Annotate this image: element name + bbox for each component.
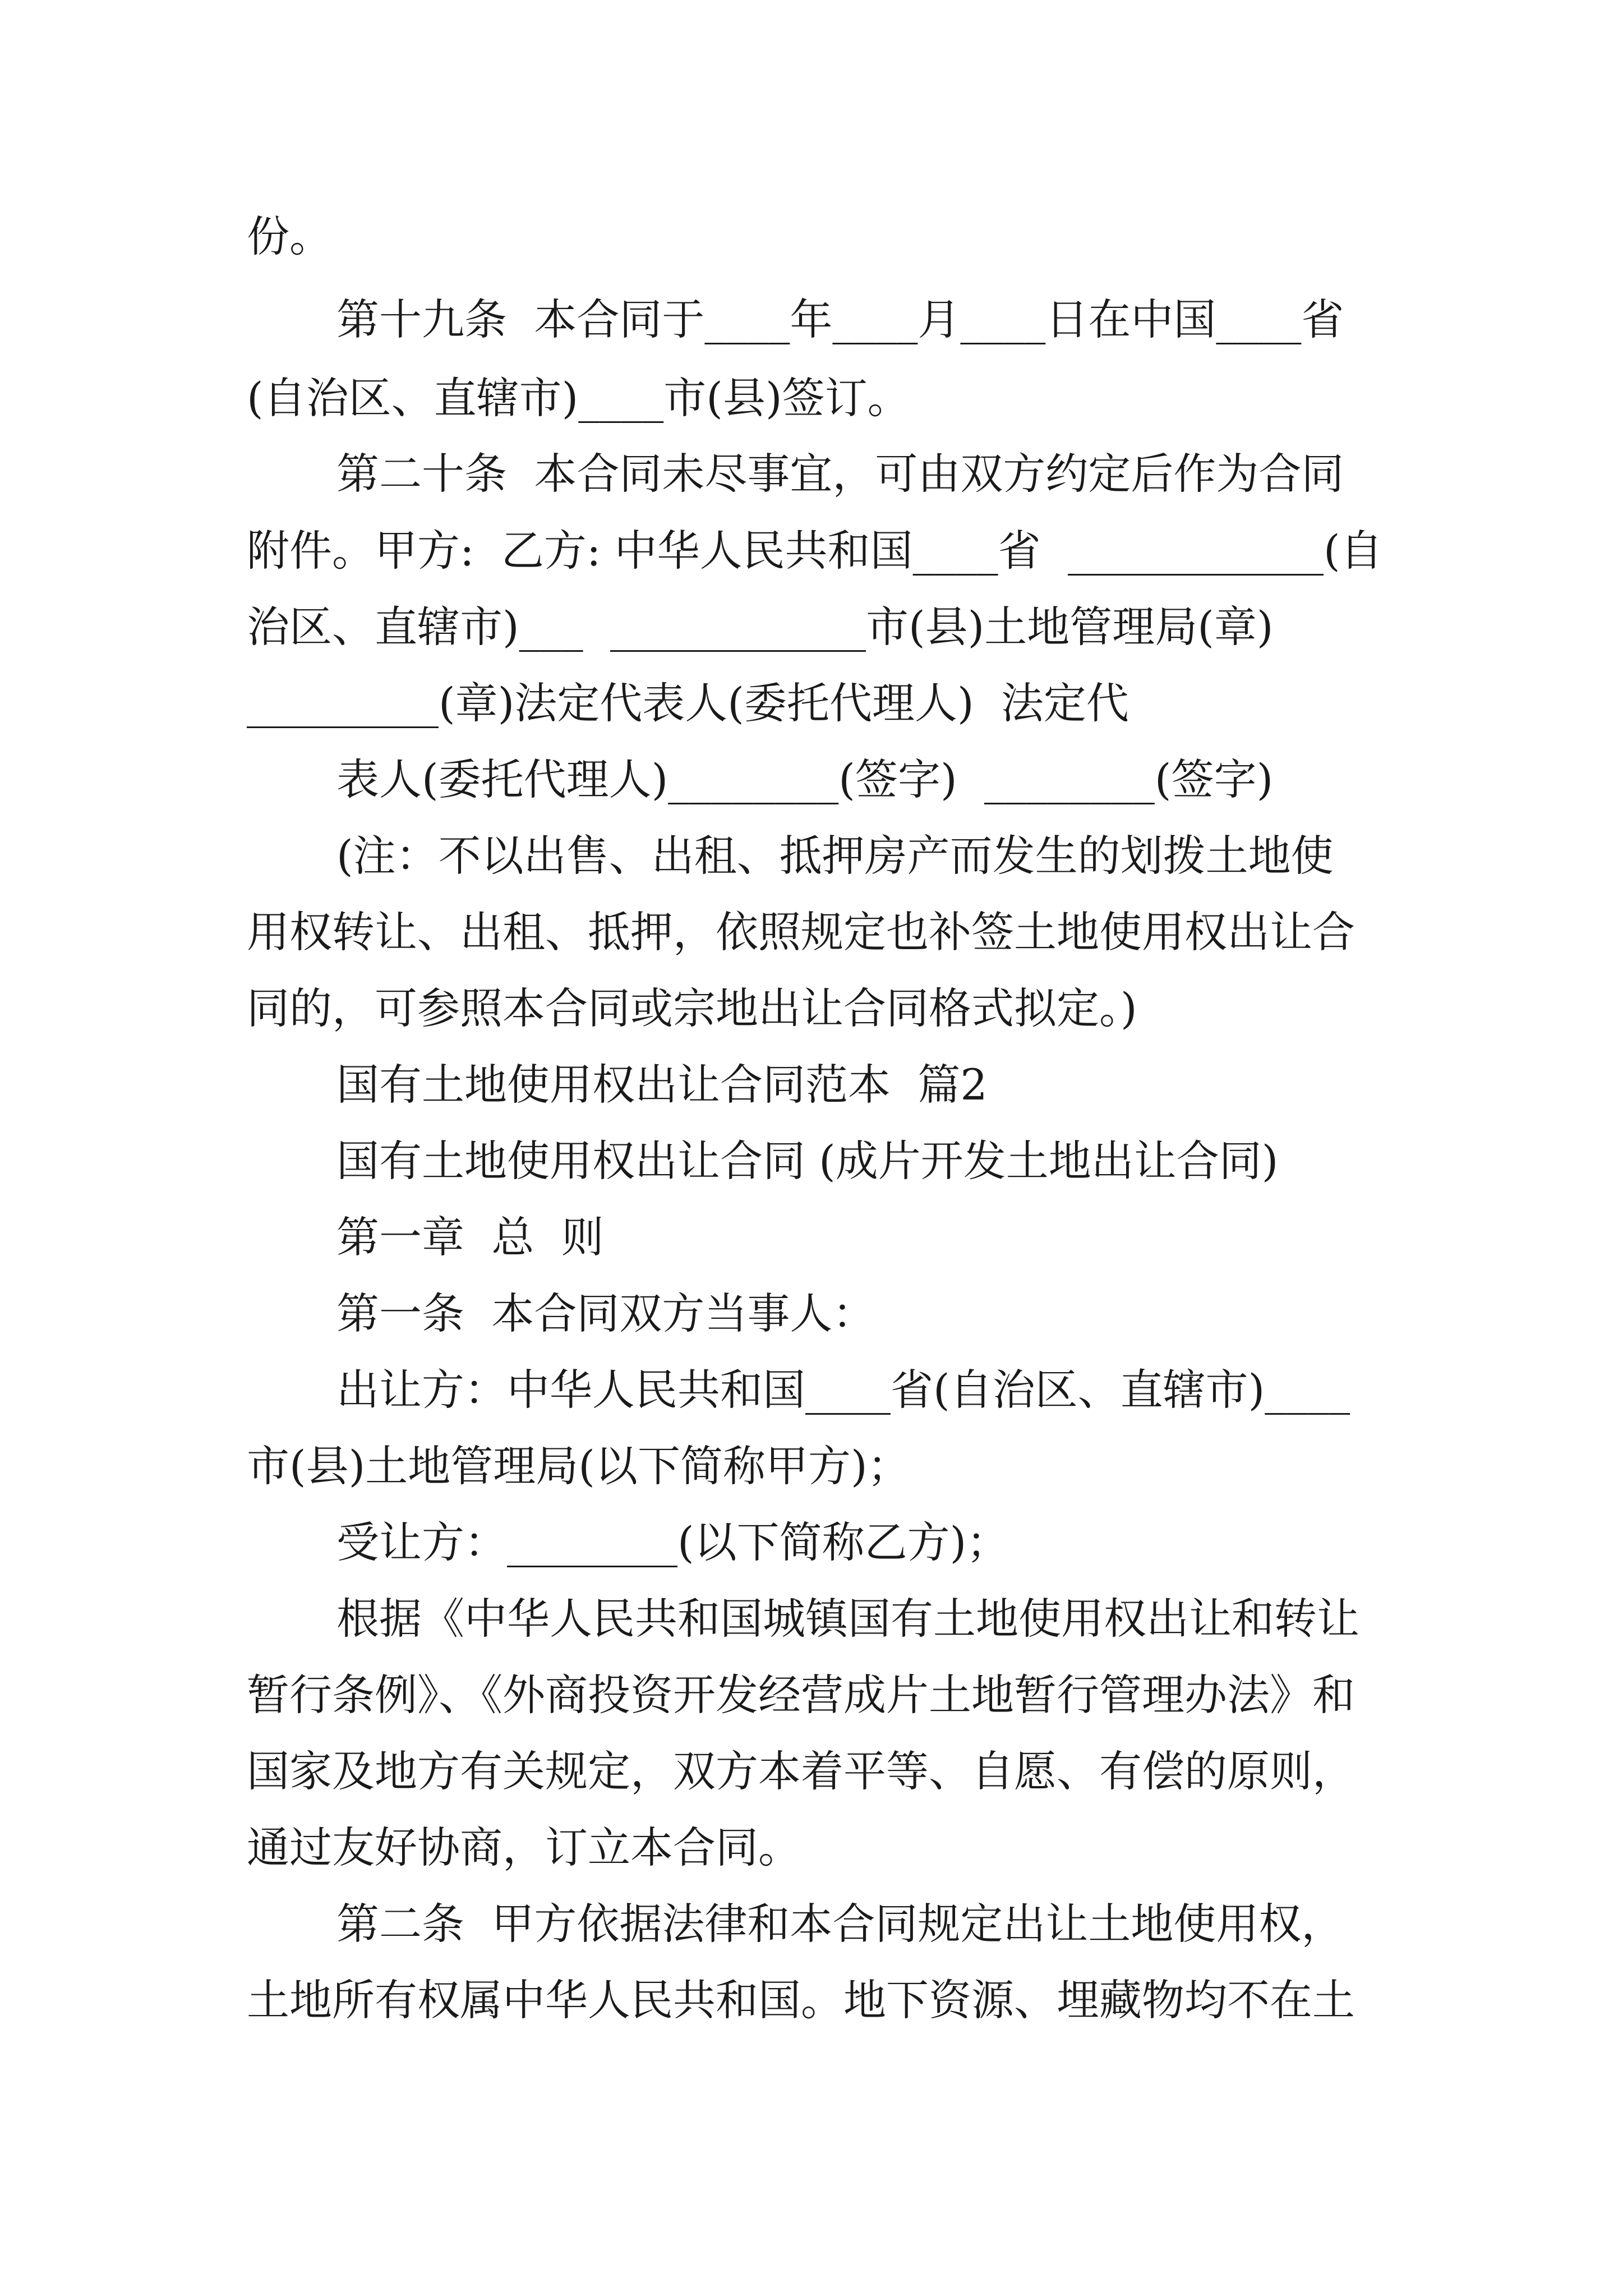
text-line: 通过友好协商，订立本合同。 bbox=[247, 1823, 801, 1872]
clause-1: 第一条 本合同双方当事人： bbox=[336, 1289, 875, 1338]
clause-19: 第十九条 本合同于____年____月____日在中国____省 bbox=[336, 295, 1344, 344]
text-line: 治区、直辖市)___ ____________市(县)土地管理局(章) bbox=[247, 602, 1274, 652]
text-line: 附件。甲方: 乙方: 中华人民共和国____省 ____________(自 bbox=[247, 526, 1383, 576]
chapter-heading: 第一章 总 则 bbox=[336, 1212, 604, 1262]
signature-line: 表人(委托代理人)________(签字) ________(签字) bbox=[336, 754, 1274, 804]
party-a-line: 出让方：中华人民共和国____省(自治区、直辖市)____ bbox=[336, 1365, 1350, 1415]
text-line: 国家及地方有关规定，双方本着平等、自愿、有偿的原则， bbox=[247, 1746, 1355, 1796]
text-line: 用权转让、出租、抵押，依照规定也补签土地使用权出让合 bbox=[247, 907, 1355, 957]
note-line: (注：不以出售、出租、抵押房产而发生的划拨土地使 bbox=[336, 831, 1334, 881]
clause-20: 第二十条 本合同未尽事宜，可由双方约定后作为合同 bbox=[336, 449, 1344, 499]
text-line: 市(县)土地管理局(以下简称甲方)； bbox=[247, 1441, 910, 1491]
clause-2: 第二条 甲方依据法律和本合同规定出让土地使用权， bbox=[336, 1899, 1344, 1949]
text-line: 土地所有权属中华人民共和国。地下资源、埋藏物均不在土 bbox=[247, 1975, 1355, 2025]
text-line: 根据《中华人民共和国城镇国有土地使用权出让和转让 bbox=[336, 1594, 1359, 1644]
text-line: 暂行条例》、《外商投资开发经营成片土地暂行管理办法》和 bbox=[247, 1670, 1355, 1720]
text-line: (自治区、直辖市)____市(县)签订。 bbox=[247, 373, 910, 423]
text-line: 份。 bbox=[247, 211, 332, 261]
text-line: 同的，可参照本合同或宗地出让合同格式拟定。) bbox=[247, 983, 1137, 1033]
party-b-line: 受让方：________(以下简称乙方)； bbox=[336, 1517, 1009, 1567]
contract-title: 国有土地使用权出让合同 (成片开发土地出让合同) bbox=[336, 1136, 1279, 1186]
text-line: _________(章)法定代表人(委托代理人) 法定代 bbox=[247, 678, 1129, 728]
section-heading: 国有土地使用权出让合同范本 篇2 bbox=[336, 1060, 988, 1110]
